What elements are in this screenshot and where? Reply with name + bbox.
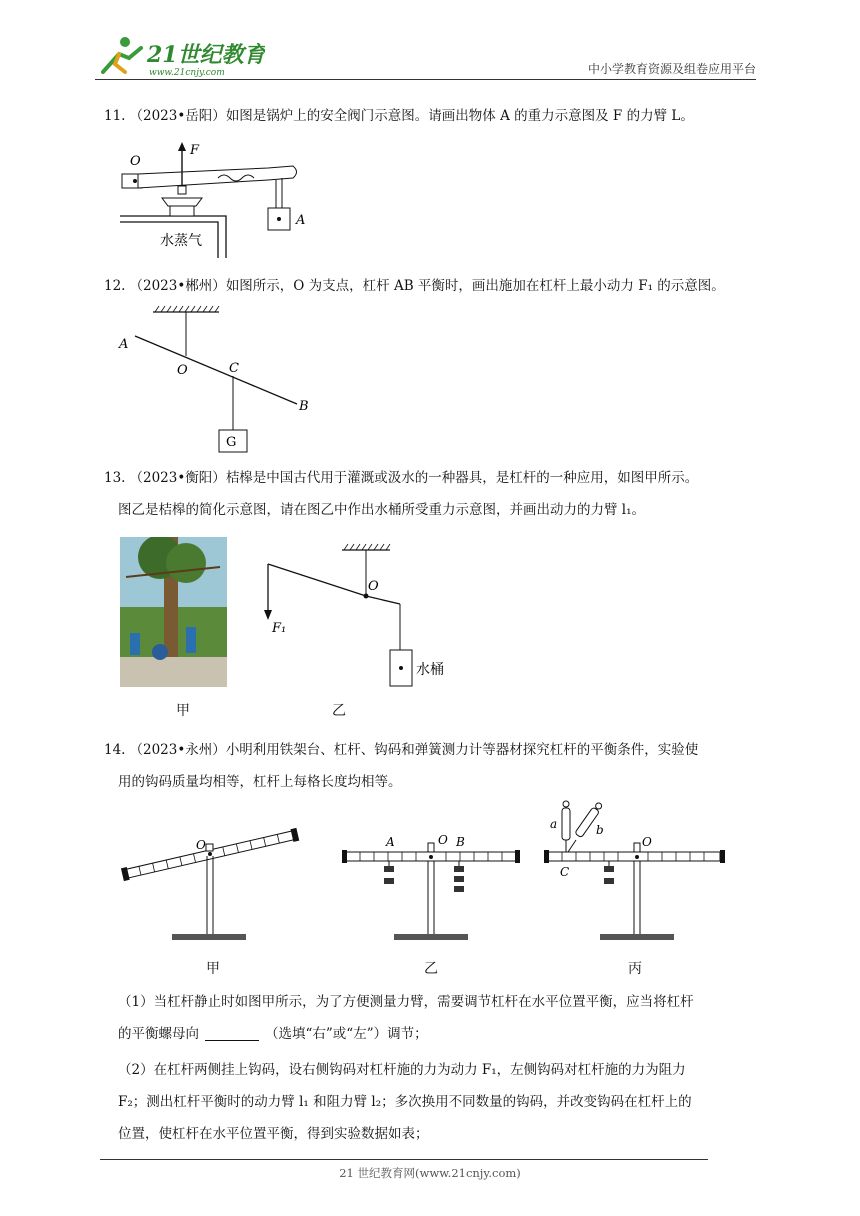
caption-yi: 乙 xyxy=(332,703,346,719)
label-a: A xyxy=(296,213,306,228)
label-b: B xyxy=(299,399,309,414)
question-text-2: 用的钩码质量均相等，杠杆上每格长度均相等。 xyxy=(118,774,402,790)
question-source: （2023•郴州） xyxy=(129,278,226,294)
figure-lever-ab xyxy=(115,304,325,456)
label-scale-a: a xyxy=(550,817,558,831)
question-text: 小明利用铁架台、杠杆、钩码和弹簧测力计等器材探究杠杆的平衡条件，实验使 xyxy=(225,742,699,758)
question-14 xyxy=(104,737,764,795)
part-2-line-2: F₂；测出杠杆平衡时的动力臂 l₁ 和阻力臂 l₂；多次换用不同数量的钩码，并改变钩码在杠杆上的 xyxy=(118,1094,692,1110)
part-1-hint: （选填“右”或“左”）调节； xyxy=(265,1026,428,1042)
label-c: C xyxy=(560,865,570,879)
question-text: 如图是锅炉上的安全阀门示意图。请画出物体 A 的重力示意图及 F 的力臂 L。 xyxy=(225,108,694,124)
question-text: 桔槔是中国古代用于灌溉或汲水的一种器具，是杠杆的一种应用，如图甲所示。 xyxy=(225,470,699,486)
question-source: （2023•永州） xyxy=(129,742,226,758)
header-divider xyxy=(95,79,756,80)
header-platform-text: 中小学教育资源及组卷应用平台 xyxy=(587,62,756,76)
caption-jia: 甲 xyxy=(176,703,190,719)
question-text-2: 图乙是桔槔的简化示意图，请在图乙中作出水桶所受重力示意图，并画出动力的力臂 l₁。 xyxy=(118,502,646,518)
label-b: B xyxy=(456,835,465,849)
question-number: 14. xyxy=(104,742,126,758)
question-source: （2023•岳阳） xyxy=(129,108,226,124)
label-bucket: 水桶 xyxy=(416,662,444,678)
label-o: O xyxy=(642,835,652,849)
question-number: 11. xyxy=(104,108,126,124)
question-13 xyxy=(104,465,764,523)
part-1-line-2 xyxy=(104,1018,764,1050)
figure-lever-tilted xyxy=(118,816,308,946)
label-scale-b: b xyxy=(596,823,604,837)
site-logo xyxy=(95,32,265,80)
question-number: 12. xyxy=(104,278,126,294)
label-a: A xyxy=(386,835,395,849)
figure-safety-valve xyxy=(118,138,308,258)
caption-jia: 甲 xyxy=(206,961,220,977)
label-c: C xyxy=(229,361,239,376)
label-o: O xyxy=(196,838,206,852)
runner-logo-icon xyxy=(103,37,141,72)
question-source: （2023•衡阳） xyxy=(129,470,226,486)
part-1-line-1: （1）当杠杆静止时如图甲所示，为了方便测量力臂，需要调节杠杆在水平位置平衡，应当将杠杆 xyxy=(118,994,694,1010)
question-text: 如图所示，O 为支点，杠杆 AB 平衡时，画出施加在杠杆上最小动力 F₁ 的示意图。 xyxy=(225,278,725,294)
label-a: A xyxy=(119,337,129,352)
question-number: 13. xyxy=(104,470,126,486)
label-o: O xyxy=(438,833,448,847)
part-2-line-1: （2）在杠杆两侧挂上钩码，设右侧钩码对杠杆施的力为动力 F₁，左侧钩码对杠杆施的力为阻力 xyxy=(118,1062,686,1078)
footer-divider xyxy=(100,1159,708,1160)
figure-lever-balanced xyxy=(338,830,524,946)
figure-jiegao-diagram xyxy=(258,540,458,690)
part-1-text: 的平衡螺母向 xyxy=(118,1026,199,1042)
figure-lever-spring-scale xyxy=(540,796,736,946)
label-o: O xyxy=(177,363,188,378)
label-f1: F₁ xyxy=(272,621,287,636)
footer-text: 21 世纪教育网(www.21cnjy.com) xyxy=(339,1166,521,1180)
answer-blank[interactable] xyxy=(205,1026,259,1041)
logo-url: www.21cnjy.com xyxy=(149,68,225,78)
question-12 xyxy=(104,273,764,299)
label-steam: 水蒸气 xyxy=(160,233,202,249)
label-g: G xyxy=(226,435,237,450)
caption-bing: 丙 xyxy=(628,961,642,977)
label-o: O xyxy=(130,154,141,169)
caption-yi: 乙 xyxy=(424,961,438,977)
figure-jiegao-painting xyxy=(120,537,227,687)
label-o: O xyxy=(368,579,379,594)
label-f: F xyxy=(190,143,200,158)
question-11 xyxy=(104,103,764,129)
logo-text: 21世纪教育 xyxy=(147,42,265,68)
question-14-parts xyxy=(104,986,764,1150)
part-2-line-3: 位置，使杠杆在水平位置平衡，得到实验数据如表； xyxy=(118,1126,429,1142)
